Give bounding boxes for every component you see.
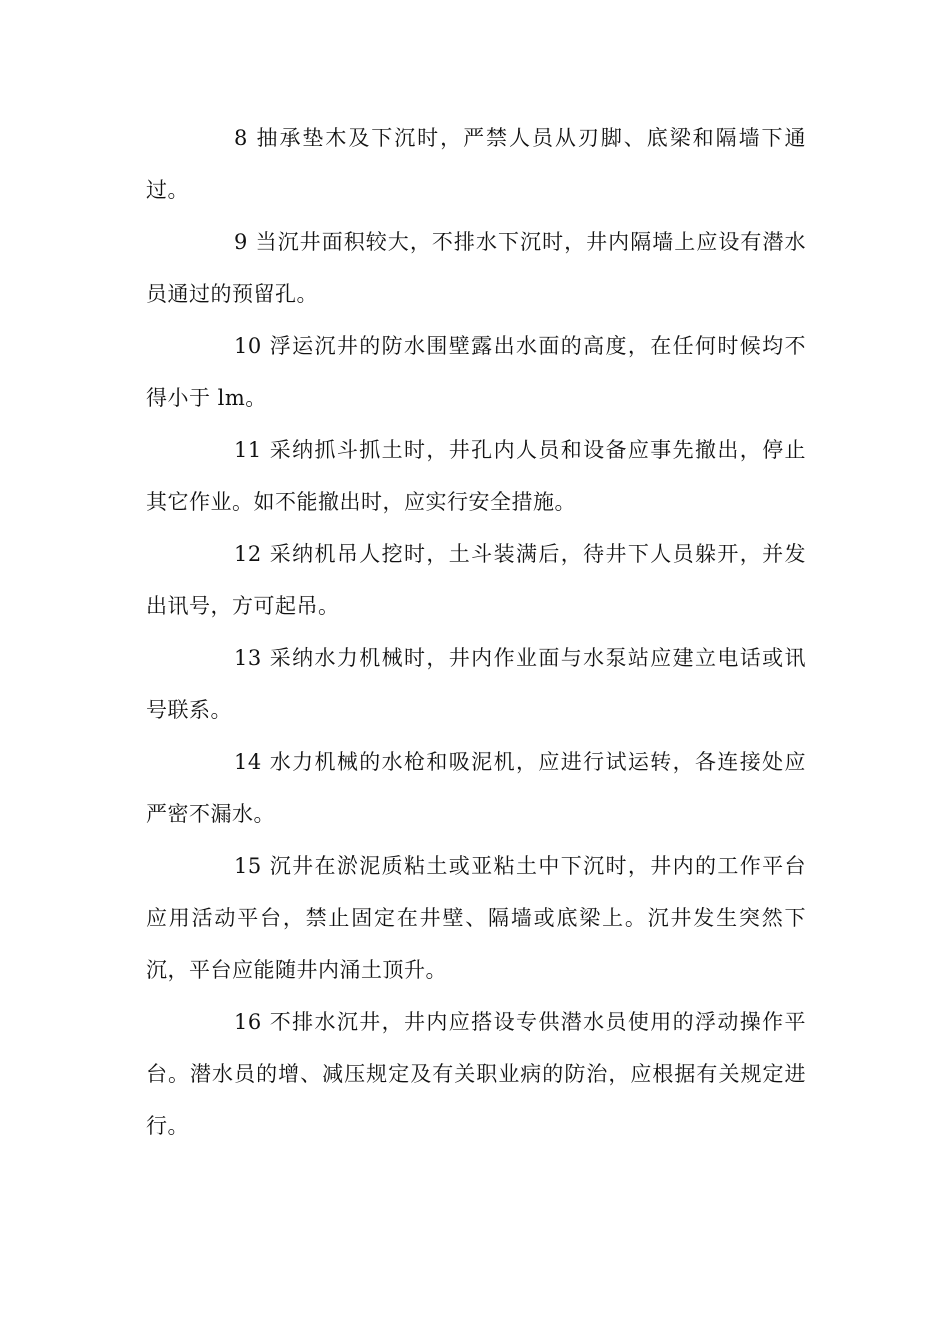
paragraph-item-14: 14 水力机械的水枪和吸泥机，应进行试运转，各连接处应严密不漏水。 — [146, 750, 806, 826]
document-body — [146, 112, 806, 1152]
paragraph-item-15: 15 沉井在淤泥质粘土或亚粘土中下沉时，井内的工作平台应用活动平台，禁止固定在井壁、隔墙或底梁上。沉井发生突然下沉，平台应能随井内涌土顶升。 — [146, 854, 806, 982]
paragraph-item-16: 16 不排水沉井，井内应搭设专供潜水员使用的浮动操作平台。潜水员的增、减压规定及有关职业病的防治，应根据有关规定进行。 — [146, 1010, 806, 1138]
paragraph-item-10: 10 浮运沉井的防水围壁露出水面的高度，在任何时候均不得小于 lm。 — [146, 334, 806, 410]
paragraph-item-12: 12 采纳机吊人挖时，土斗装满后，待井下人员躲开，并发出讯号，方可起吊。 — [146, 542, 806, 618]
paragraph-item-9: 9 当沉井面积较大，不排水下沉时，井内隔墙上应设有潜水员通过的预留孔。 — [146, 230, 806, 306]
paragraph-item-11: 11 采纳抓斗抓土时，井孔内人员和设备应事先撤出，停止其它作业。如不能撤出时，应实行安全措施。 — [146, 438, 806, 514]
paragraph-item-13: 13 采纳水力机械时，井内作业面与水泵站应建立电话或讯号联系。 — [146, 646, 806, 722]
paragraph-item-8: 8 抽承垫木及下沉时，严禁人员从刃脚、底梁和隔墙下通过。 — [146, 126, 806, 202]
